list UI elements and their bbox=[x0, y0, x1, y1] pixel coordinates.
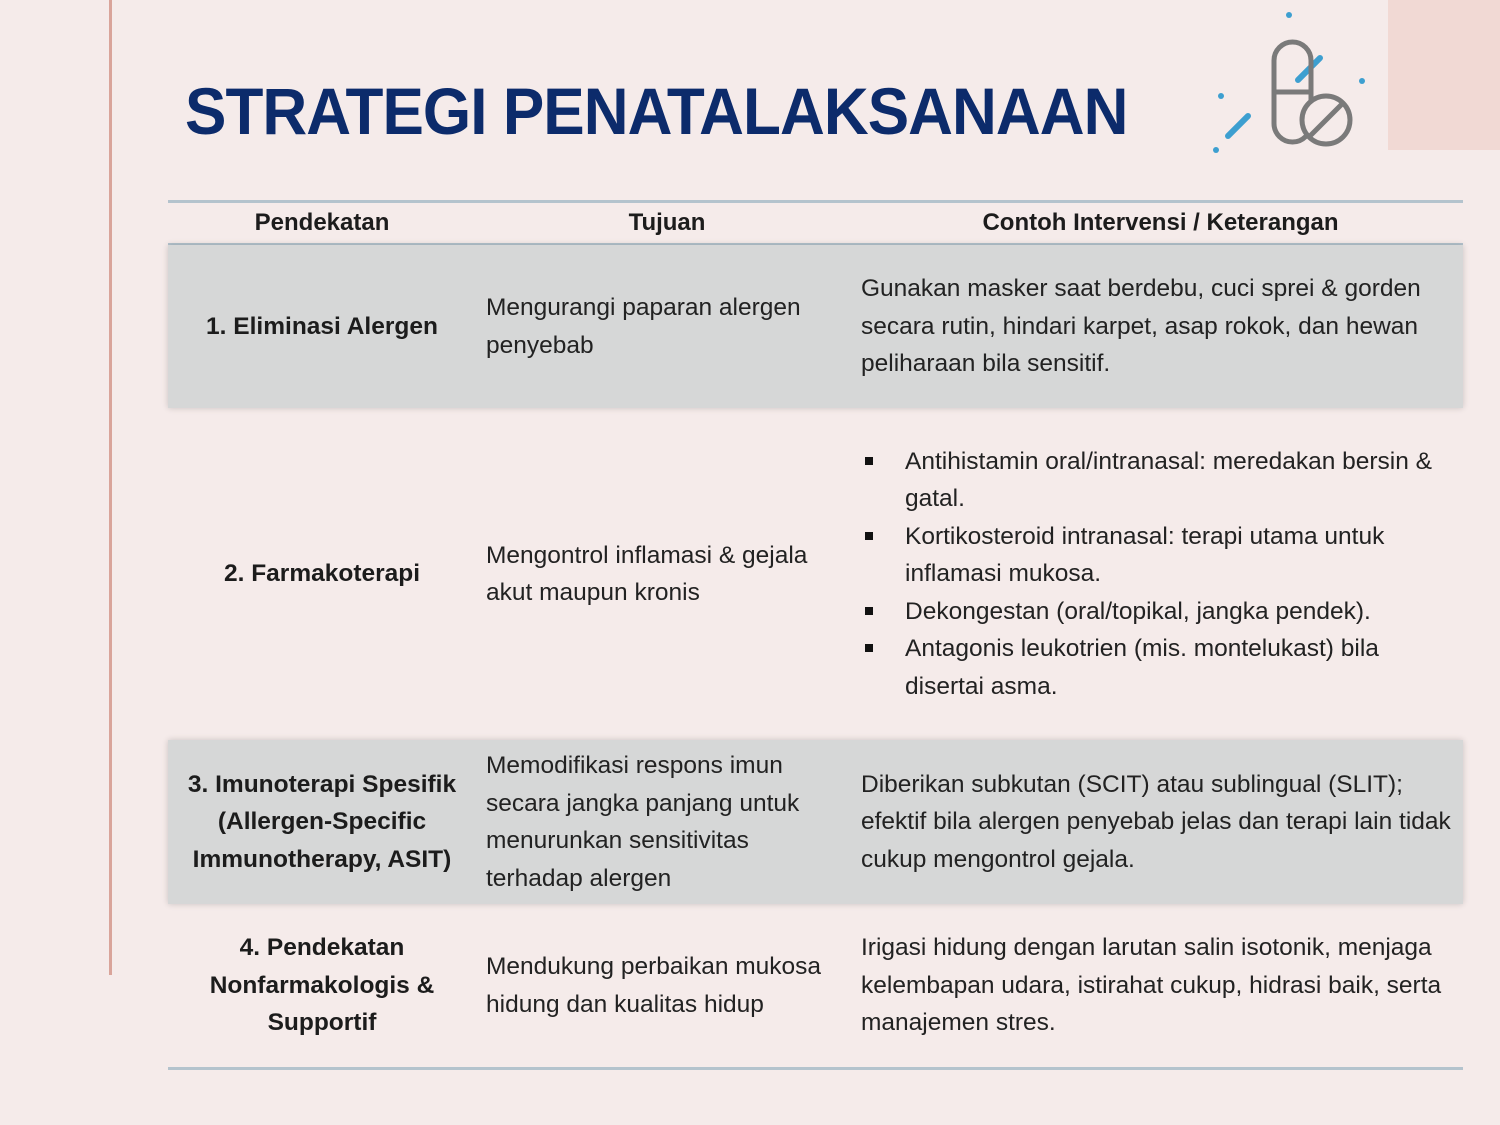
bullet-item: Antihistamin oral/intranasal: meredakan bersin & gatal. bbox=[861, 443, 1459, 518]
bullet-item: Kortikosteroid intranasal: terapi utama untuk inflamasi mukosa. bbox=[861, 518, 1459, 593]
table-row bbox=[168, 245, 1463, 408]
row-approach: 1. Eliminasi Alergen bbox=[206, 312, 438, 340]
table-row bbox=[168, 408, 1463, 740]
table-row bbox=[168, 904, 1463, 1067]
row-goal: Mengontrol inflamasi & gejala akut maupun kronis bbox=[486, 541, 808, 606]
left-accent-rule bbox=[109, 0, 112, 975]
bullet-item: Dekongestan (oral/topikal, jangka pendek). bbox=[861, 593, 1459, 631]
row-approach: 4. Pendekatan Nonfarmakologis & Supportif bbox=[209, 934, 435, 1037]
corner-decoration bbox=[1388, 0, 1500, 150]
header-approach: Pendekatan bbox=[254, 209, 390, 236]
page-title: STRATEGI PENATALAKSANAAN bbox=[185, 74, 1128, 148]
pill-capsule-icon bbox=[1208, 8, 1378, 158]
row-approach: 3. Imunoterapi Spesifik (Allergen-Specific Immunotherapy, ASIT) bbox=[187, 770, 457, 873]
row-detail: Gunakan masker saat berdebu, cuci sprei & gorden secara rutin, hindari karpet, asap rokok, dan hewan peliharaan bila sensitif. bbox=[861, 275, 1421, 378]
bullet-item: Antagonis leukotrien (mis. montelukast) bila disertai asma. bbox=[861, 630, 1459, 705]
table-bottom-rule bbox=[168, 1067, 1463, 1070]
row-goal: Mengurangi paparan alergen penyebab bbox=[486, 294, 801, 359]
row-approach: 2. Farmakoterapi bbox=[223, 560, 421, 588]
table-row bbox=[168, 740, 1463, 904]
bullet-list bbox=[861, 443, 1459, 706]
row-goal: Mendukung perbaikan mukosa hidung dan kualitas hidup bbox=[486, 953, 822, 1018]
header-goal: Tujuan bbox=[628, 209, 706, 236]
row-detail: Diberikan subkutan (SCIT) atau sublingual (SLIT); efektif bila alergen penyebab jelas dan terapi lain tidak cukup mengontrol gejala. bbox=[861, 770, 1451, 873]
row-goal: Memodifikasi respons imun secara jangka panjang untuk menurunkan sensitivitas terhadap alergen bbox=[486, 752, 800, 892]
row-detail: Irigasi hidung dengan larutan salin isotonik, menjaga kelembapan udara, istirahat cukup, hidrasi baik, serta manajemen stres. bbox=[861, 934, 1442, 1037]
header-detail: Contoh Intervensi / Keterangan bbox=[982, 209, 1339, 236]
row-detail bbox=[858, 443, 1463, 706]
strategy-table bbox=[168, 200, 1463, 1070]
table-header bbox=[168, 203, 1463, 243]
